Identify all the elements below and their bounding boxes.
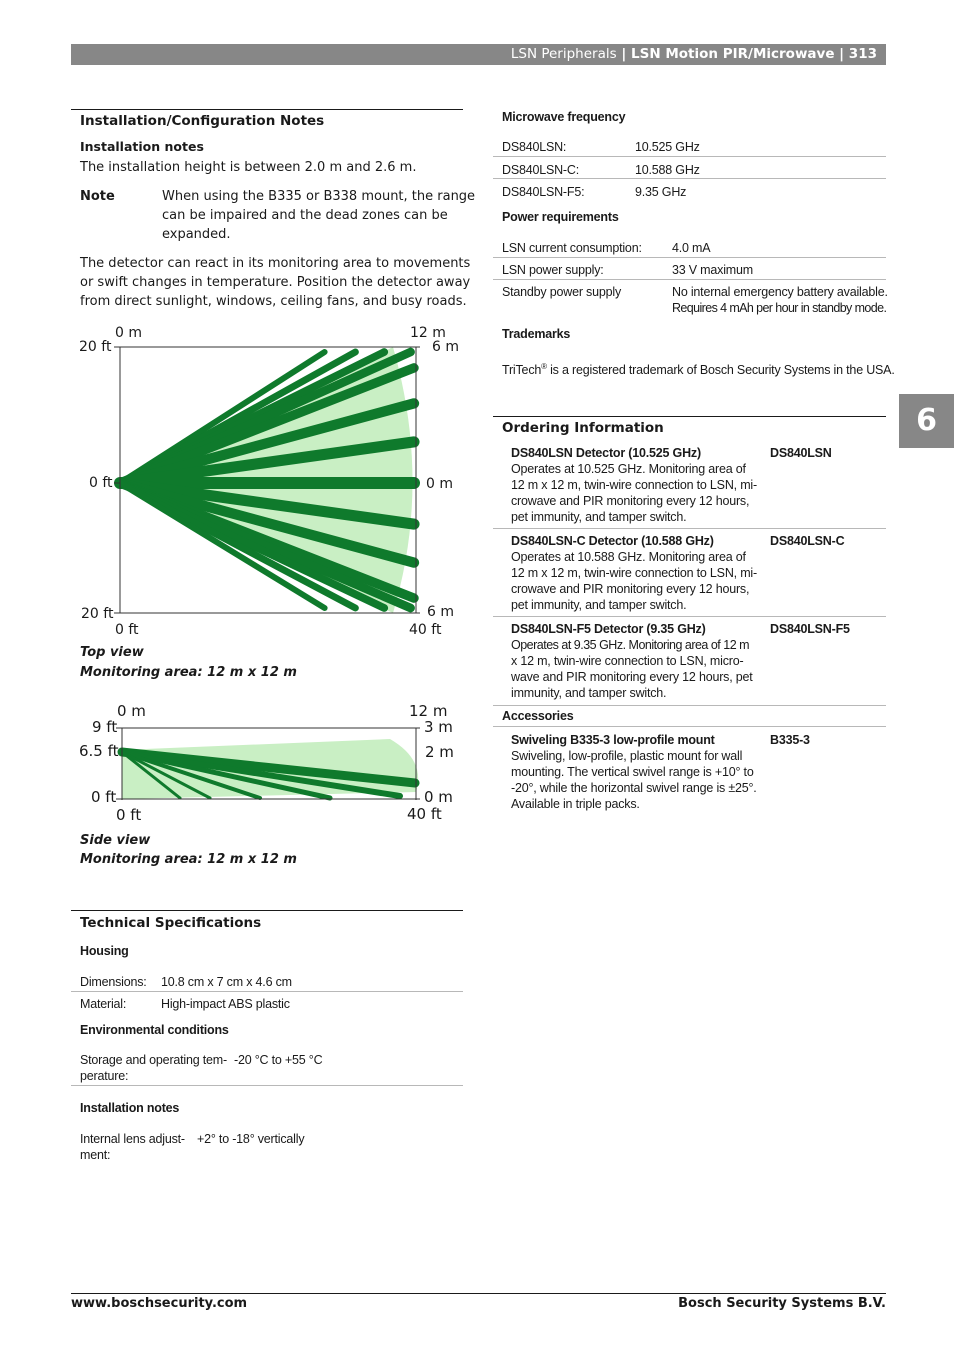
install-subheading: Installation notes <box>80 139 204 154</box>
top-view-diagram <box>71 318 463 643</box>
order-item <box>511 534 761 613</box>
row-divider <box>71 991 463 992</box>
top-label-40ft-x: 40 ft <box>409 622 442 638</box>
storage-label-line: perature: <box>80 1069 129 1083</box>
accessory-title: Swiveling B335-3 low-profile mount <box>511 733 715 747</box>
micro-row-value: 10.588 GHz <box>635 163 700 177</box>
registered-mark: ® <box>541 362 547 371</box>
storage-value: -20 °C to +55 °C <box>234 1053 323 1067</box>
install-notes-heading: Installation notes <box>80 1101 180 1115</box>
micro-row-value: 9.35 GHz <box>635 185 687 199</box>
row-divider <box>493 279 886 280</box>
note-line: can be impaired and the dead zones can be <box>162 208 448 223</box>
accessories-heading: Accessories <box>502 709 574 723</box>
accessory-code: B335-3 <box>770 733 810 747</box>
side-view-diagram <box>71 700 463 828</box>
paragraph-line: or swift changes in temperature. Position the detector away <box>80 275 471 290</box>
section-rule <box>71 910 463 911</box>
accessory-description <box>511 748 761 812</box>
dimensions-value: 10.8 cm x 7 cm x 4.6 cm <box>161 975 292 989</box>
material-label: Material: <box>80 997 127 1011</box>
side-label-2m: 2 m <box>425 743 454 761</box>
description-line: x 12 m, twin-wire connection to LSN, micro- <box>511 654 744 668</box>
dimensions-label: Dimensions: <box>80 975 147 989</box>
micro-row-value: 10.525 GHz <box>635 140 700 154</box>
header-title: LSN Motion PIR/Microwave | 313 <box>631 46 877 62</box>
lens-label-line: Internal lens adjust- <box>80 1132 185 1146</box>
order-item-description <box>511 461 761 525</box>
top-label-0ft: 0 ft <box>89 475 113 491</box>
top-label-12m: 12 m <box>410 325 446 341</box>
note-line: When using the B335 or B338 mount, the range <box>162 189 476 204</box>
header-section: LSN Peripherals <box>510 46 617 62</box>
order-item-title: DS840LSN Detector (10.525 GHz) <box>511 446 701 460</box>
order-item <box>511 446 761 525</box>
trademark-text <box>502 359 895 378</box>
row-divider <box>71 1085 463 1086</box>
order-item <box>511 622 761 701</box>
description-line: immunity, and tamper switch. <box>511 686 667 700</box>
description-line: Operates at 10.525 GHz. Monitoring area of <box>511 462 746 476</box>
micro-row-label: DS840LSN-C: <box>502 163 579 177</box>
side-label-0m: 0 m <box>424 788 453 806</box>
paragraph-line: from direct sunlight, windows, ceiling fans, and busy roads. <box>80 294 467 309</box>
side-label-3m: 3 m <box>424 718 453 736</box>
accessory-item <box>511 733 761 812</box>
row-divider <box>493 178 886 179</box>
standby-label: Standby power supply <box>502 285 621 299</box>
install-height-text: The installation height is between 2.0 m and 2.6 m. <box>80 160 417 175</box>
lens-value: +2° to -18° vertically <box>197 1132 305 1146</box>
side-view-caption: Side view <box>80 833 151 848</box>
supply-label: LSN power supply: <box>502 263 604 277</box>
order-code: DS840LSN-F5 <box>770 622 850 636</box>
current-value: 4.0 mA <box>672 241 711 255</box>
row-divider <box>493 156 886 157</box>
material-value: High-impact ABS plastic <box>161 997 290 1011</box>
page-header <box>71 44 886 65</box>
trademark-rest: is a registered trademark of Bosch Security Systems in the USA. <box>546 363 895 378</box>
description-line: wave and PIR monitoring every 12 hours, pet <box>511 670 753 684</box>
storage-label <box>80 1052 227 1084</box>
environment-heading: Environmental conditions <box>80 1023 229 1037</box>
side-label-0ft: 0 ft <box>91 788 117 806</box>
description-line: Swiveling, low-profile, plastic mount for wall <box>511 749 743 763</box>
header-separator: | <box>616 46 631 62</box>
current-label: LSN current consumption: <box>502 241 642 255</box>
top-label-0m-mid: 0 m <box>426 476 453 492</box>
top-label-20ft-top: 20 ft <box>79 339 112 355</box>
supply-value: 33 V maximum <box>672 263 753 277</box>
top-view-caption: Top view <box>80 645 144 660</box>
standby-line: Requires 4 mAh per hour in standby mode. <box>672 301 887 315</box>
order-item-title: DS840LSN-C Detector (10.588 GHz) <box>511 534 714 548</box>
description-line: 12 m x 12 m, twin-wire connection to LSN, mi- <box>511 566 757 580</box>
install-heading: Installation/Configuration Notes <box>80 113 325 129</box>
side-label-40ft-x: 40 ft <box>407 805 442 823</box>
order-code: DS840LSN-C <box>770 534 845 548</box>
top-label-0ft-x: 0 ft <box>115 622 139 638</box>
lens-label-line: ment: <box>80 1148 111 1162</box>
top-view-area-caption: Monitoring area: 12 m x 12 m <box>80 665 297 680</box>
standby-value <box>672 284 888 316</box>
side-view-area-caption: Monitoring area: 12 m x 12 m <box>80 852 297 867</box>
row-divider <box>493 528 886 529</box>
lens-label <box>80 1131 185 1163</box>
footer-company: Bosch Security Systems B.V. <box>678 1296 886 1311</box>
row-divider <box>493 616 886 617</box>
note-label: Note <box>80 189 115 204</box>
micro-row-label: DS840LSN: <box>502 140 567 154</box>
side-label-12m: 12 m <box>409 702 448 720</box>
order-item-description <box>511 637 761 701</box>
section-rule <box>493 416 886 417</box>
microwave-heading: Microwave frequency <box>502 110 626 124</box>
description-line: crowave and PIR monitoring every 12 hours, <box>511 582 750 596</box>
note-line: expanded. <box>162 227 231 242</box>
order-code: DS840LSN <box>770 446 832 460</box>
row-divider <box>493 257 886 258</box>
micro-row-label: DS840LSN-F5: <box>502 185 585 199</box>
row-divider <box>493 705 886 706</box>
tech-heading: Technical Specifications <box>80 915 262 931</box>
side-label-6-5ft: 6.5 ft <box>79 742 119 760</box>
side-label-0ft-x: 0 ft <box>116 806 142 824</box>
top-label-6m-top: 6 m <box>432 339 459 355</box>
description-line: mounting. The vertical swivel range is +10° to <box>511 765 754 779</box>
detector-paragraph <box>80 254 470 311</box>
storage-label-line: Storage and operating tem- <box>80 1053 227 1067</box>
footer-website-link[interactable]: www.boschsecurity.com <box>71 1296 248 1311</box>
order-item-title: DS840LSN-F5 Detector (9.35 GHz) <box>511 622 706 636</box>
description-line: 12 m x 12 m, twin-wire connection to LSN, mi- <box>511 478 757 492</box>
order-item-description <box>511 549 761 613</box>
side-label-0m: 0 m <box>117 702 146 720</box>
trademarks-heading: Trademarks <box>502 327 571 341</box>
trademark-brand: TriTech <box>502 363 542 378</box>
description-line: Available in triple packs. <box>511 797 640 811</box>
top-label-0m: 0 m <box>115 325 142 341</box>
note-text <box>162 187 475 244</box>
footer-rule <box>71 1293 886 1294</box>
description-line: pet immunity, and tamper switch. <box>511 510 687 524</box>
description-line: Operates at 10.588 GHz. Monitoring area of <box>511 550 746 564</box>
housing-heading: Housing <box>80 944 129 958</box>
description-line: -20°, while the horizontal swivel range is ±25°. <box>511 781 757 795</box>
chapter-tab[interactable]: 6 <box>899 394 954 448</box>
row-divider <box>493 726 886 727</box>
description-line: Operates at 9.35 GHz. Monitoring area of 12 m <box>511 638 750 652</box>
section-rule <box>71 109 463 110</box>
ordering-heading: Ordering Information <box>502 420 664 436</box>
description-line: crowave and PIR monitoring every 12 hours, <box>511 494 750 508</box>
description-line: pet immunity, and tamper switch. <box>511 598 687 612</box>
top-label-20ft-bottom: 20 ft <box>81 606 114 622</box>
side-label-9ft: 9 ft <box>92 718 118 736</box>
power-heading: Power requirements <box>502 210 619 224</box>
top-label-6m-bottom: 6 m <box>427 604 454 620</box>
standby-line: No internal emergency battery available. <box>672 285 888 299</box>
paragraph-line: The detector can react in its monitoring area to movements <box>80 256 471 271</box>
